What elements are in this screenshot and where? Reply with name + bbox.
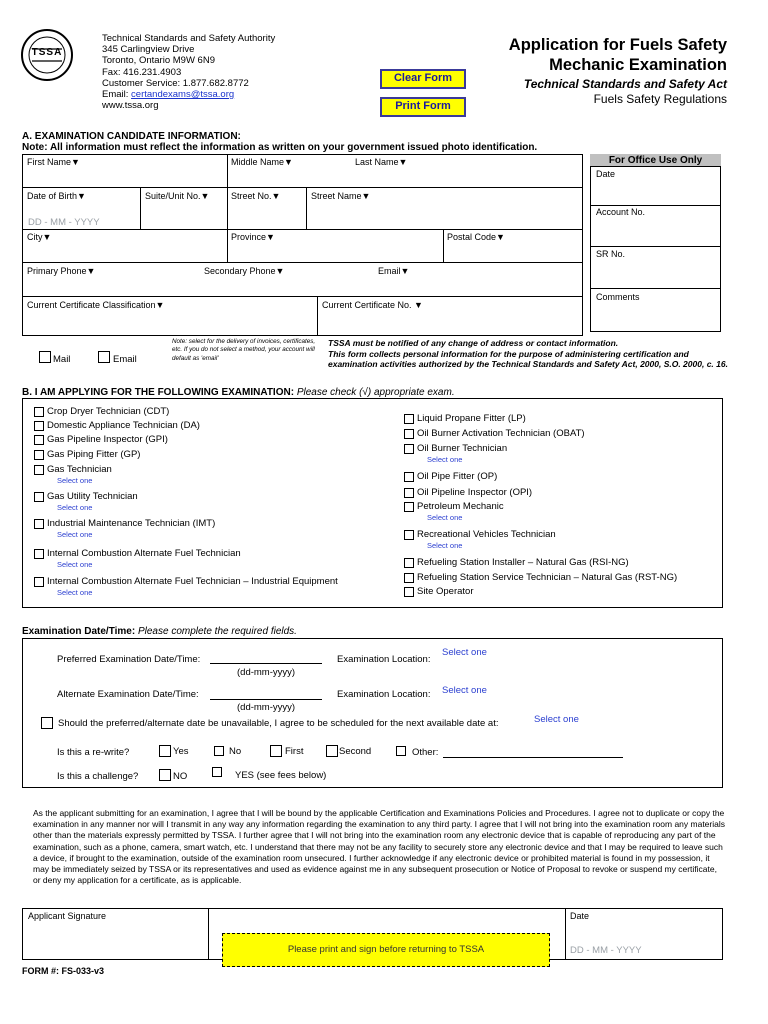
secondary-phone-field[interactable] [202,278,374,294]
exam-label-liquid-propane-fitter-lp: Liquid Propane Fitter (LP) [417,413,526,424]
org-contact [102,33,275,111]
secondary-phone-label: Secondary Phone▼ [204,266,285,276]
act-name: Technical Standards and Safety Act [523,77,727,91]
exam-label-internal-combustion-alternate-fuel-techn: Internal Combustion Alternate Fuel Technician [47,548,241,559]
exam-checkbox-industrial-maintenance-technician-imt[interactable] [34,519,44,529]
section-b-note: Please check (√) appropriate exam. [296,387,455,398]
exam-checkbox-oil-burner-technician[interactable] [404,444,414,454]
challenge-yes-label: YES (see fees below) [235,770,327,781]
email-link[interactable]: certandexams@tssa.org [131,89,235,101]
section-b-heading: B. I AM APPLYING FOR THE FOLLOWING EXAMINATION: [22,387,297,398]
exam-select-internal-combustion-alternate-fuel-techn[interactable]: Select one [57,560,93,569]
form-title-line2: Mechanic Examination [549,56,727,74]
preferred-date-field[interactable] [210,663,322,664]
exam-label-internal-combustion-alternate-fuel-techn: Internal Combustion Alternate Fuel Technician – Industrial Equipment [47,576,338,587]
dob-label: Date of Birth▼ [27,191,86,201]
mail-label: Mail [53,354,71,365]
first-name-label: First Name▼ [27,157,80,167]
logo-text: TSSA [31,47,63,58]
notify-text [328,338,728,370]
email-checkbox[interactable] [98,351,110,363]
alternate-location-select[interactable]: Select one [442,685,487,696]
rewrite-first-checkbox[interactable] [270,745,282,757]
alternate-date-format: (dd-mm-yyyy) [237,702,296,713]
exam-label-recreational-vehicles-technician: Recreational Vehicles Technician [417,529,556,540]
exam-checkbox-gas-utility-technician[interactable] [34,492,44,502]
delivery-note: Note: select for the delivery of invoices, certificates, etc. If you do not select a method, your account will default as 'email' [172,338,316,362]
next-available-label: Should the preferred/alternate date be unavailable, I agree to be scheduled for the next available date at: [58,718,499,729]
exam-checkbox-gas-piping-fitter-gp[interactable] [34,450,44,460]
preferred-date-format: (dd-mm-yyyy) [237,667,296,678]
mail-checkbox[interactable] [39,351,51,363]
rewrite-no-checkbox[interactable] [214,746,224,756]
street-no-label: Street No.▼ [231,191,281,201]
exam-select-recreational-vehicles-technician[interactable]: Select one [427,541,463,550]
exam-label-crop-dryer-technician-cdt: Crop Dryer Technician (CDT) [47,406,170,417]
print-sign-notice: Please print and sign before returning to TSSA [222,933,550,967]
exam-checkbox-gas-technician[interactable] [34,465,44,475]
exam-date-title [22,626,297,637]
dob-field[interactable]: DD - MM - YYYY [28,217,100,228]
office-sr-label: SR No. [596,249,626,259]
org-fax: Fax: 416.231.4903 [102,66,182,78]
exam-label-gas-pipeline-inspector-gpi: Gas Pipeline Inspector (GPI) [47,434,168,445]
rewrite-yes-label: Yes [173,746,189,757]
rewrite-first-label: First [285,746,304,757]
office-date-label: Date [596,169,616,179]
exam-label-oil-burner-activation-technician-obat: Oil Burner Activation Technician (OBAT) [417,428,585,439]
exam-select-internal-combustion-alternate-fuel-techn[interactable]: Select one [57,588,93,597]
exam-checkbox-oil-pipe-fitter-op[interactable] [404,472,414,482]
preferred-location-label: Examination Location: [337,654,431,665]
next-available-select[interactable]: Select one [534,714,579,725]
province-field[interactable] [229,244,441,260]
exam-date-heading: Examination Date/Time: [22,626,138,637]
street-name-field[interactable] [308,203,581,227]
challenge-yes-checkbox[interactable] [212,767,222,777]
section-a-title: A. EXAMINATION CANDIDATE INFORMATION: [22,131,241,142]
exam-checkbox-domestic-appliance-technician-da[interactable] [34,421,44,431]
notify-line3: examination activities authorized by the Technical Standards and Safety Act, 2000, S.O. 2000, c. 16. [328,359,728,370]
exam-label-industrial-maintenance-technician-imt: Industrial Maintenance Technician (IMT) [47,518,216,529]
section-b-title [22,387,455,398]
rewrite-second-label: Second [339,746,372,757]
exam-label-oil-pipeline-inspector-opi: Oil Pipeline Inspector (OPI) [417,487,533,498]
exam-checkbox-internal-combustion-alternate-fuel-techn[interactable] [34,577,44,587]
cert-no-field[interactable] [319,312,581,334]
applicant-signature-label: Applicant Signature [28,911,107,921]
form-title-line1: Application for Fuels Safety [508,36,727,54]
email-label: Email: [102,89,132,101]
org-name: Technical Standards and Safety Authority [102,33,276,44]
suite-field[interactable] [142,203,225,227]
cert-class-label: Current Certificate Classification▼ [27,300,165,310]
preferred-date-label: Preferred Examination Date/Time: [57,654,201,665]
exam-checkbox-gas-pipeline-inspector-gpi[interactable] [34,435,44,445]
alternate-location-label: Examination Location: [337,689,431,700]
exam-select-gas-utility-technician[interactable]: Select one [57,503,93,512]
rewrite-no-label: No [229,746,242,757]
next-available-checkbox[interactable] [41,717,53,729]
street-no-field[interactable] [229,203,304,227]
section-a-note: Note: All information must reflect the information as written on your government issued photo identification. [22,142,538,153]
exam-checkbox-oil-burner-activation-technician-obat[interactable] [404,429,414,439]
first-name-field[interactable] [24,168,224,185]
exam-date-note: Please complete the required fields. [137,626,297,637]
cert-no-label: Current Certificate No. ▼ [322,300,423,310]
form-number: FORM #: FS-033-v3 [22,966,105,976]
org-address1: 345 Carlingview Drive [102,44,195,56]
challenge-label: Is this a challenge? [57,771,139,782]
alternate-date-field[interactable] [210,699,322,700]
exam-checkbox-recreational-vehicles-technician[interactable] [404,530,414,540]
regulations-name: Fuels Safety Regulations [593,92,727,106]
exam-label-gas-piping-fitter-gp: Gas Piping Fitter (GP) [47,449,141,460]
office-use-title: For Office Use Only [590,154,721,167]
last-name-label: Last Name▼ [355,157,408,167]
exam-label-domestic-appliance-technician-da: Domestic Appliance Technician (DA) [47,420,200,431]
exam-checkbox-internal-combustion-alternate-fuel-techn[interactable] [34,549,44,559]
exam-label-oil-pipe-fitter-op: Oil Pipe Fitter (OP) [417,471,498,482]
exam-checkbox-refueling-station-installer-natural-gas-[interactable] [404,558,414,568]
cert-class-field[interactable] [24,312,314,334]
signature-date-field[interactable]: DD - MM - YYYY [570,945,642,956]
exam-label-refueling-station-service-technician-nat: Refueling Station Service Technician – Natural Gas (RST-NG) [417,572,678,583]
exam-label-oil-burner-technician: Oil Burner Technician [417,443,508,454]
challenge-no-checkbox[interactable] [159,769,171,781]
exam-checkbox-oil-pipeline-inspector-opi[interactable] [404,488,414,498]
rewrite-yes-checkbox[interactable] [159,745,171,757]
rewrite-other-checkbox[interactable] [396,746,406,756]
exam-checkbox-site-operator[interactable] [404,587,414,597]
exam-label-gas-utility-technician: Gas Utility Technician [47,491,138,502]
email-field[interactable] [376,278,581,294]
email-option-label: Email [113,354,137,365]
notify-line2: This form collects personal information for the purpose of administering certification and [328,348,689,359]
email-field-label: Email▼ [378,266,410,276]
agreement-text: As the applicant submitting for an examination, I agree that I will be bound by the applicable Certification and Examinations Policies and Procedures. I agree not to duplicate or copy the examination in any manner nor will I transmit in any way any information regarding the examination to any third party. I agree that I will not bring into the examination room any materials other than the materials expressly permitted by TSSA. I further agree that I will not bring into the examination room any electronic device that is capable of reproducing any part of the examination, such as a phone, camera, smart watch, etc. I understand that there may not be any facility to securely store any electronic device and that I may be required to leave such a device, if brought to the examination, outside of the examination room unsecured. I further acknowledge if any electronic device or prohibited material is found in my possession, it may be immediately seized by TSSA or its representatives and used as evidence against me in any subsequent prosecution or Notice of Proposal to revoke or suspend my certificate, or deny my application for a certificate, as is applicable. [33,808,725,886]
org-email-row [102,89,275,100]
clear-form-button[interactable]: Clear Form [380,69,466,89]
signature-date-label: Date [570,911,590,921]
exam-checkbox-liquid-propane-fitter-lp[interactable] [404,414,414,424]
street-name-label: Street Name▼ [311,191,371,201]
postal-field[interactable] [445,244,581,260]
city-field[interactable] [24,244,224,260]
rewrite-other-field[interactable] [443,757,623,758]
middle-name-field[interactable] [229,168,349,185]
exam-label-gas-technician: Gas Technician [47,464,112,475]
office-account-label: Account No. [596,207,646,217]
exam-select-oil-burner-technician[interactable]: Select one [427,455,463,464]
province-label: Province▼ [231,232,275,242]
postal-label: Postal Code▼ [447,232,505,242]
exam-label-site-operator: Site Operator [417,586,474,597]
rewrite-other-label: Other: [412,747,439,758]
rewrite-label: Is this a re-write? [57,747,130,758]
org-address2: Toronto, Ontario M9W 6N9 [102,55,215,67]
office-comments-label: Comments [596,292,640,302]
primary-phone-label: Primary Phone▼ [27,266,96,276]
middle-name-label: Middle Name▼ [231,157,293,167]
challenge-no-label: NO [173,771,188,782]
exam-select-petroleum-mechanic[interactable]: Select one [427,513,463,522]
notify-line1: TSSA must be notified of any change of address or contact information. [328,338,619,348]
rewrite-second-checkbox[interactable] [326,745,338,757]
exam-select-gas-technician[interactable]: Select one [57,476,93,485]
suite-label: Suite/Unit No.▼ [145,191,210,201]
org-website: www.tssa.org [102,100,159,112]
office-use-box [590,154,721,332]
exam-checkbox-crop-dryer-technician-cdt[interactable] [34,407,44,417]
primary-phone-field[interactable] [24,278,199,294]
exam-label-refueling-station-installer-natural-gas-: Refueling Station Installer – Natural Gas (RSI-NG) [417,557,629,568]
preferred-location-select[interactable]: Select one [442,647,487,658]
exam-label-petroleum-mechanic: Petroleum Mechanic [417,501,504,512]
last-name-field[interactable] [352,168,581,185]
exam-select-industrial-maintenance-technician-imt[interactable]: Select one [57,530,93,539]
exam-checkbox-refueling-station-service-technician-nat[interactable] [404,573,414,583]
city-label: City▼ [27,232,52,242]
org-customer-service: Customer Service: 1.877.682.8772 [102,77,249,89]
print-form-button[interactable]: Print Form [380,97,466,117]
exam-checkbox-petroleum-mechanic[interactable] [404,502,414,512]
alternate-date-label: Alternate Examination Date/Time: [57,689,199,700]
